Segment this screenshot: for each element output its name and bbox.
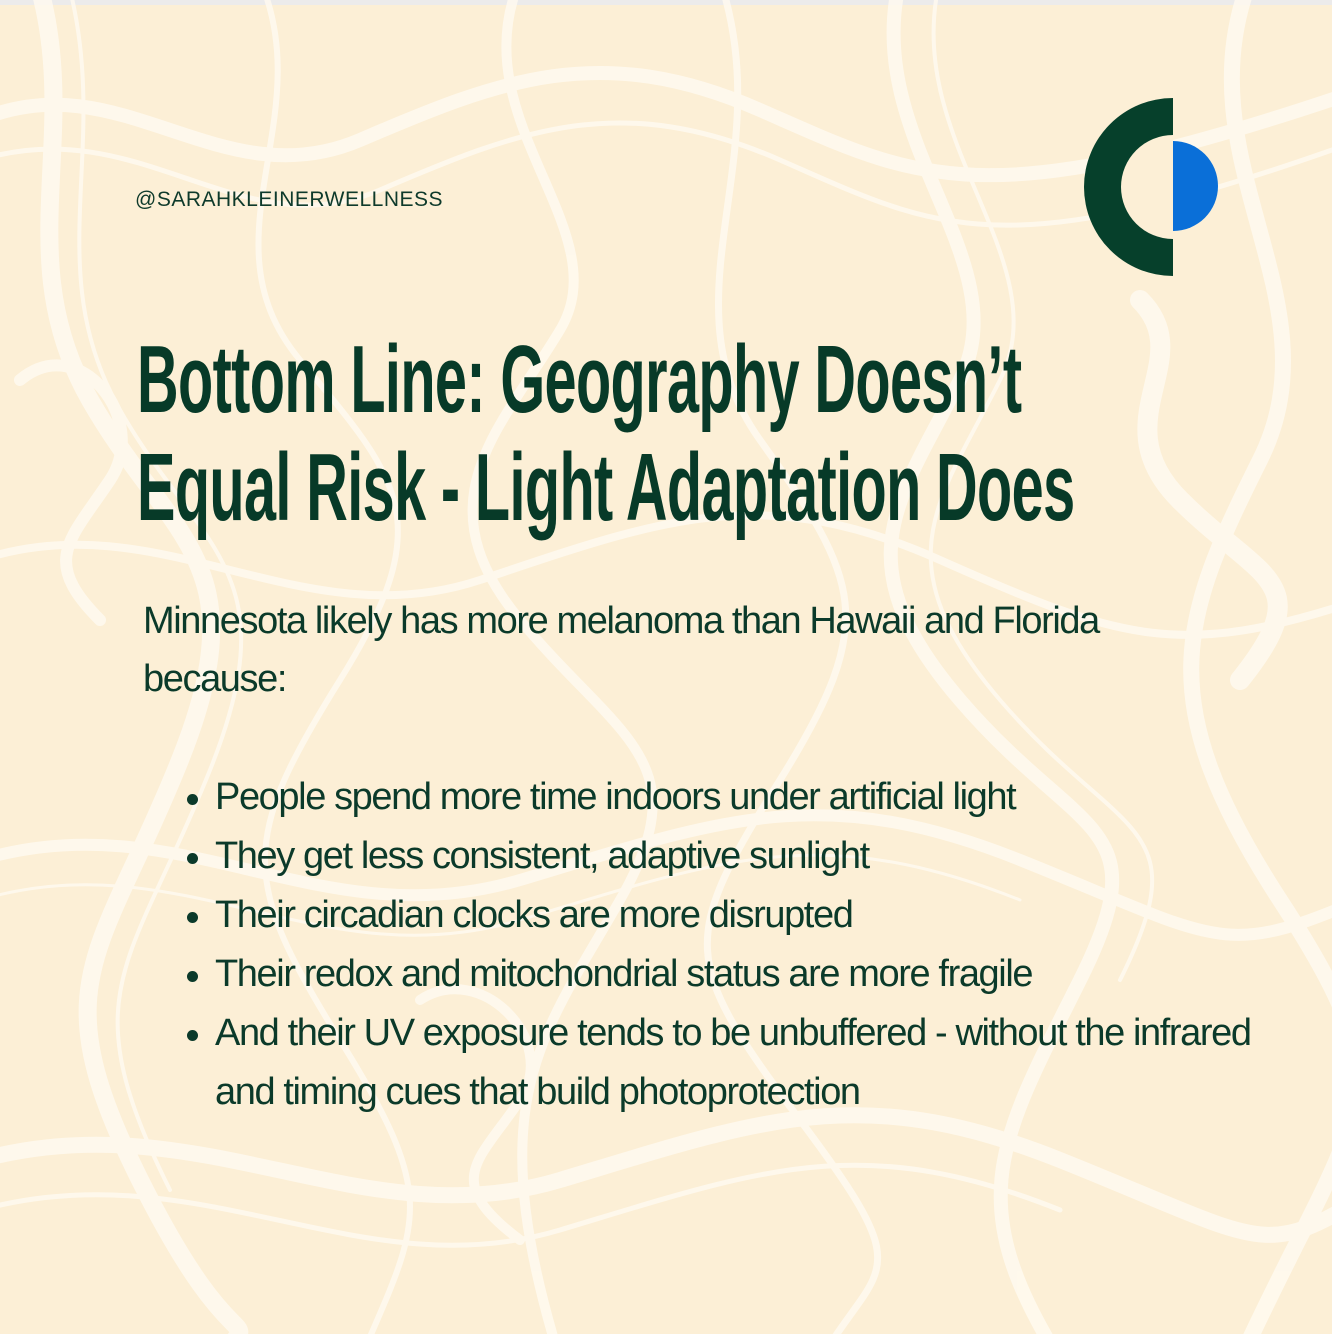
bullet-item bbox=[185, 827, 1265, 886]
bullet-item bbox=[185, 945, 1265, 1004]
bullet-list bbox=[185, 768, 1265, 1122]
bullet-dot-icon bbox=[187, 853, 198, 864]
bullet-dot-icon bbox=[187, 1030, 198, 1041]
bullet-text: People spend more time indoors under artificial light bbox=[215, 776, 1016, 818]
bullet-text: Their redox and mitochondrial status are more fragile bbox=[215, 953, 1033, 995]
bullet-text: They get less consistent, adaptive sunlight bbox=[215, 835, 869, 877]
bullet-text: Their circadian clocks are more disrupted bbox=[215, 894, 853, 936]
bullet-item bbox=[185, 886, 1265, 945]
headline-line-2: Equal Risk - Light Adaptation Does bbox=[137, 434, 1075, 541]
bullet-dot-icon bbox=[187, 794, 198, 805]
bullet-text: And their UV exposure tends to be unbuffered - without the infrared and timing cues that build photoprotection bbox=[215, 1012, 1251, 1113]
account-handle: @SARAHKLEINERWELLNESS bbox=[135, 188, 444, 211]
headline bbox=[137, 326, 1075, 542]
bullet-dot-icon bbox=[187, 912, 198, 923]
headline-line-1: Bottom Line: Geography Doesn’t bbox=[137, 326, 1022, 433]
bullet-dot-icon bbox=[187, 971, 198, 982]
half-circle-logo-icon bbox=[1084, 98, 1224, 276]
intro-text: Minnesota likely has more melanoma than Hawaii and Florida because: bbox=[143, 600, 1099, 700]
bullet-item bbox=[185, 768, 1265, 827]
bullet-item bbox=[185, 1004, 1265, 1122]
